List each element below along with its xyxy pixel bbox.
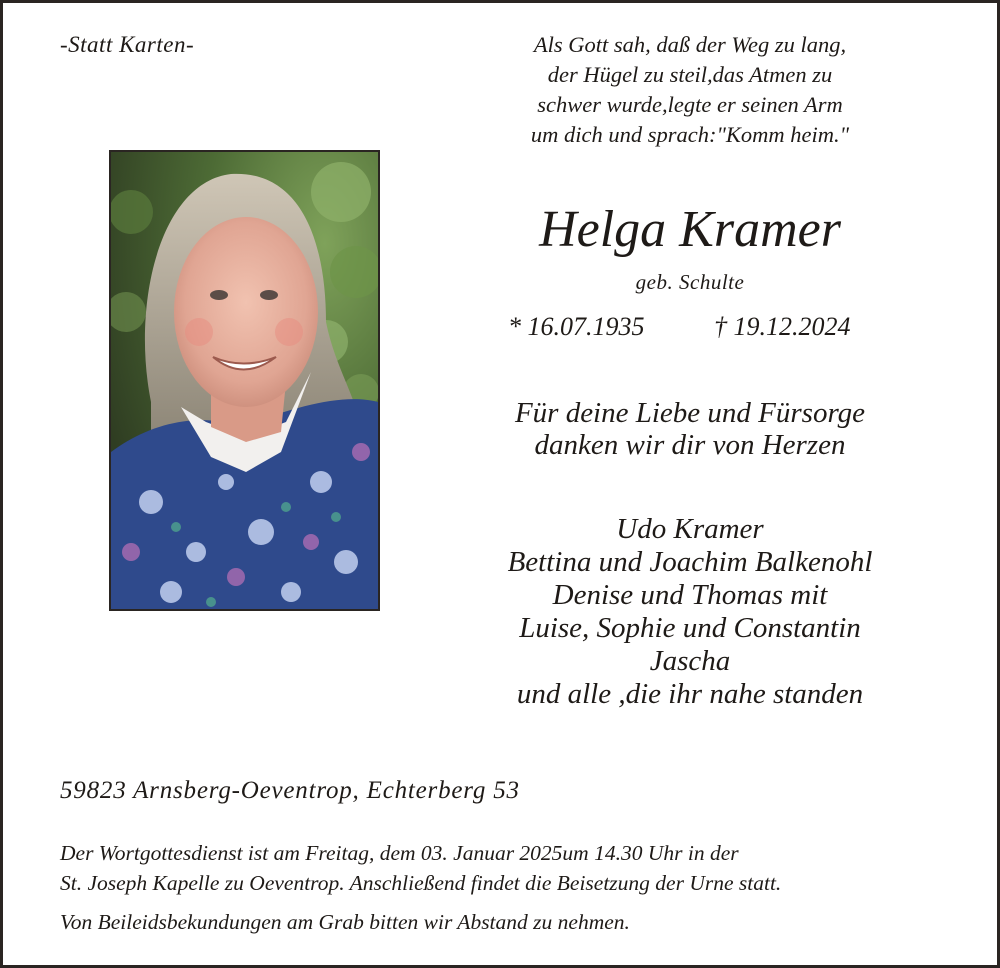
service-line: St. Joseph Kapelle zu Oeventrop. Anschließend findet die Beisetzung der Urne statt.: [60, 871, 782, 895]
address: 59823 Arnsberg-Oeventrop, Echterberg 53: [60, 777, 520, 804]
family-list: [470, 513, 910, 711]
poem-line: um dich und sprach:"Komm heim.": [530, 122, 850, 147]
service-line: Der Wortgottesdienst ist am Freitag, dem 03. Januar 2025um 14.30 Uhr in der: [60, 841, 739, 865]
birth-name: geb. Schulte: [635, 270, 745, 294]
statt-karten-label: -Statt Karten-: [60, 32, 195, 57]
poem: [470, 30, 910, 150]
family-line: Bettina und Joachim Balkenohl: [507, 546, 873, 578]
poem-line: Als Gott sah, daß der Weg zu lang,: [533, 32, 847, 57]
birth-date: * 16.07.1935: [508, 312, 645, 341]
family-line: Jascha: [649, 645, 731, 677]
family-line: Denise und Thomas mit: [552, 579, 828, 611]
thanks-message: [470, 397, 910, 461]
thanks-line: Für deine Liebe und Fürsorge: [514, 397, 866, 429]
deceased-name: Helga Kramer: [539, 201, 841, 258]
life-dates: [508, 312, 851, 342]
family-line: Udo Kramer: [616, 513, 764, 545]
portrait-photo: [109, 150, 380, 611]
death-date: † 19.12.2024: [714, 312, 851, 341]
family-line: und alle ,die ihr nahe standen: [516, 678, 864, 710]
poem-line: schwer wurde,legte er seinen Arm: [537, 92, 843, 117]
poem-line: der Hügel zu steil,das Atmen zu: [547, 62, 833, 87]
thanks-line: danken wir dir von Herzen: [534, 429, 846, 461]
condolence-note: Von Beileidsbekundungen am Grab bitten wir Abstand zu nehmen.: [60, 910, 630, 934]
family-line: Luise, Sophie und Constantin: [519, 612, 861, 644]
service-info: [60, 838, 781, 898]
